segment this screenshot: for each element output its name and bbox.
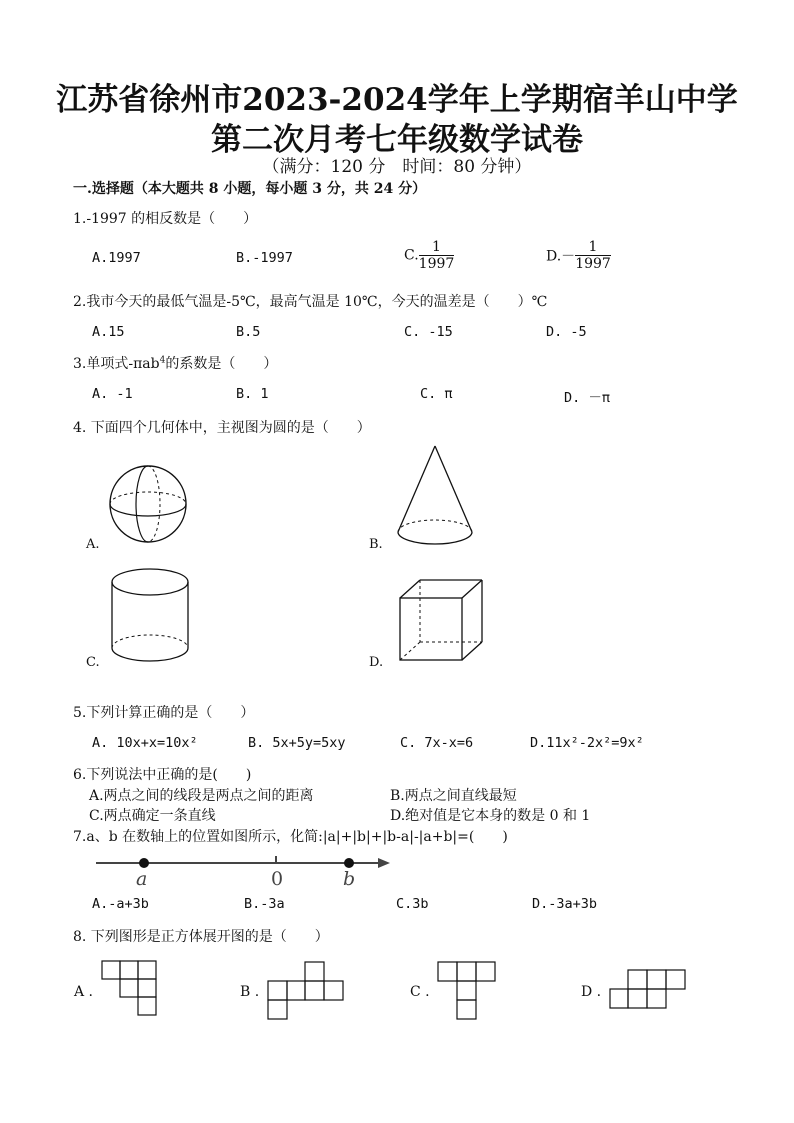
question-5-option-d: D.11x²-2x²=9x² xyxy=(530,735,644,751)
question-7-option-c: C.3b xyxy=(396,896,429,912)
question-1-option-a: A.1997 xyxy=(92,250,141,266)
question-8-option-d: D . xyxy=(581,984,602,1000)
sphere-figure xyxy=(108,464,188,544)
section-heading: 一.选择题（本大题共 8 小题，每小题 3 分，共 24 分） xyxy=(73,181,427,197)
question-3-option-c: C. π xyxy=(420,386,453,402)
question-5-option-a: A. 10x+x=10x² xyxy=(92,735,198,751)
question-1-option-d-denominator: 1997 xyxy=(575,256,611,272)
cube-net-a xyxy=(102,961,162,1021)
question-8-option-a: A . xyxy=(74,984,94,1000)
question-3-option-d: D. －π xyxy=(564,390,611,406)
question-4-stem: 4. 下面四个几何体中，主视图为圆的是（ ） xyxy=(73,420,371,436)
cube-net-c xyxy=(438,962,502,1022)
question-2-option-c: C. -15 xyxy=(404,324,453,340)
question-6-option-d: D.绝对值是它本身的数是 0 和 1 xyxy=(390,808,591,824)
exam-title-line1: 江苏省徐州市2023-2024学年上学期宿羊山中学 xyxy=(56,82,738,118)
question-1-option-c-numerator: 1 xyxy=(419,239,455,256)
axis-label-b: b xyxy=(343,868,356,890)
question-6-option-c: C.两点确定一条直线 xyxy=(89,808,216,824)
cube-net-d xyxy=(610,970,690,1012)
question-1-stem: 1.-1997 的相反数是（ ） xyxy=(73,211,258,227)
cube-net-b xyxy=(268,962,348,1022)
question-4-option-b: B. xyxy=(369,537,383,552)
question-6-option-b: B.两点之间直线最短 xyxy=(390,788,517,804)
question-4-option-d: D. xyxy=(369,655,384,670)
question-3-stem: 3.单项式-πab$^4$的系数是（ ） xyxy=(73,355,278,372)
cylinder-figure xyxy=(110,568,194,668)
question-2-option-b: B.5 xyxy=(236,324,261,340)
question-6-option-a: A.两点之间的线段是两点之间的距离 xyxy=(89,788,314,804)
cone-figure xyxy=(395,444,475,554)
exam-title-line2: 第二次月考七年级数学试卷 xyxy=(211,122,583,158)
question-3-option-b: B. 1 xyxy=(236,386,269,402)
question-7-stem: 7.a、b 在数轴上的位置如图所示，化简:|a|+|b|+|b-a|-|a+b|=( ) xyxy=(73,829,508,845)
question-7-option-a: A.-a+3b xyxy=(92,896,149,912)
question-1-option-d-numerator: 1 xyxy=(575,239,611,256)
axis-label-a: a xyxy=(136,868,148,890)
question-1-option-c: C. $\frac{1}{1997}$ xyxy=(404,239,455,272)
question-8-option-c: C . xyxy=(410,984,430,1000)
question-2-option-d: D. -5 xyxy=(546,324,587,340)
question-6-stem: 6.下列说法中正确的是( ) xyxy=(73,767,252,783)
question-4-option-c: C. xyxy=(86,655,100,670)
question-8-stem: 8. 下列图形是正方体展开图的是（ ） xyxy=(73,929,329,945)
question-5-stem: 5.下列计算正确的是（ ） xyxy=(73,705,255,721)
question-1-option-b: B.-1997 xyxy=(236,250,293,266)
question-2-stem: 2.我市今天的最低气温是-5℃，最高气温是 10℃，今天的温差是（ ）℃ xyxy=(73,294,548,310)
question-1-option-c-denominator: 1997 xyxy=(418,256,455,272)
exam-subtitle: （满分：120 分 时间：80 分钟） xyxy=(262,157,532,177)
question-3-option-a: A. -1 xyxy=(92,386,133,402)
question-8-option-b: B . xyxy=(240,984,260,1000)
axis-label-zero: 0 xyxy=(271,868,284,890)
question-1-option-d: D.－ $\frac{1}{1997}$ xyxy=(546,239,611,272)
question-5-option-b: B. 5x+5y=5xy xyxy=(248,735,346,751)
point-a-marker xyxy=(139,858,149,868)
cube-figure xyxy=(398,578,490,666)
question-2-option-a: A.15 xyxy=(92,324,125,340)
question-7-option-d: D.-3a+3b xyxy=(532,896,598,912)
question-5-option-c: C. 7x-x=6 xyxy=(400,735,474,751)
question-4-option-a: A. xyxy=(86,537,100,552)
question-7-option-b: B.-3a xyxy=(244,896,285,912)
point-b-marker xyxy=(344,858,354,868)
